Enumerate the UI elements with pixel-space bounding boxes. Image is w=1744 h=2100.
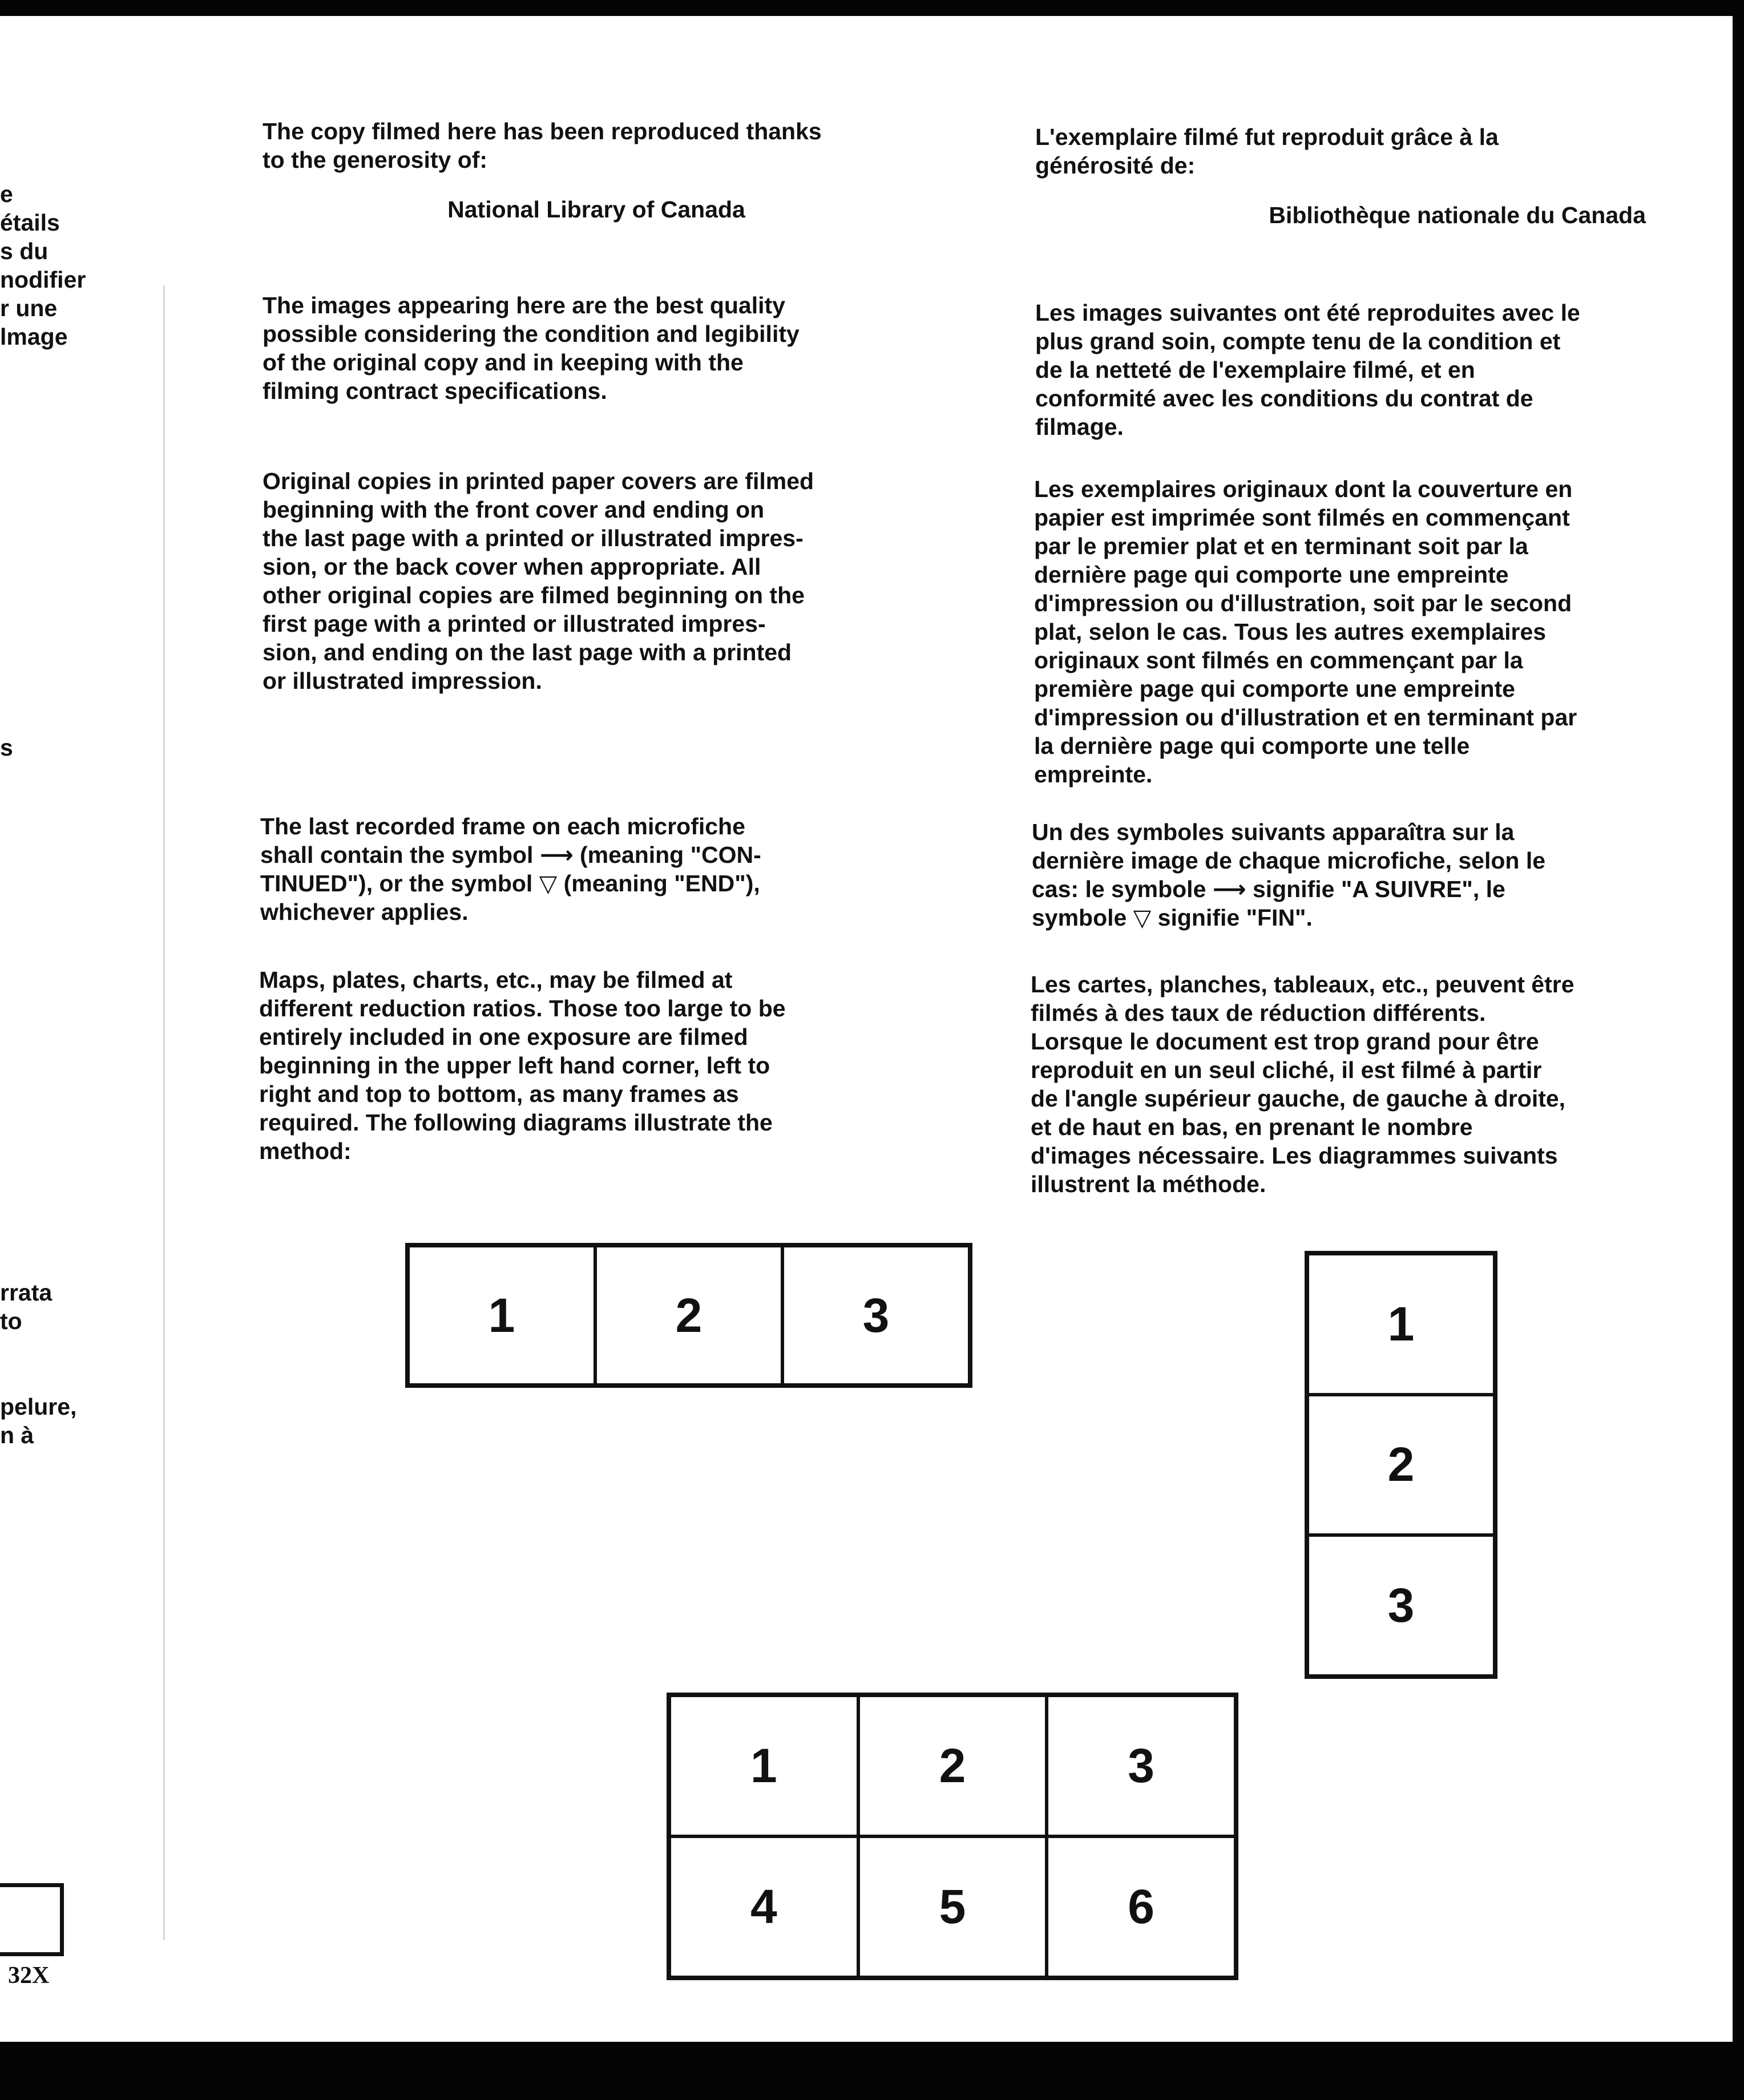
diagram-frame: 1 xyxy=(408,1246,595,1385)
film-edge-top xyxy=(0,0,1744,16)
diagram-vertical xyxy=(1305,1251,1497,1679)
diagram-frame: 1 xyxy=(1307,1254,1495,1395)
english-institution-name: National Library of Canada xyxy=(447,196,745,223)
diagram-frame: 2 xyxy=(858,1695,1047,1836)
reduction-target-box xyxy=(0,1883,64,1956)
diagram-frame: 3 xyxy=(1307,1535,1495,1676)
reduction-ratio-label: 32X xyxy=(8,1962,50,1989)
french-maps-paragraph: Les cartes, planches, tableaux, etc., peuvent être filmés à des taux de réduction différents. Lorsque le document est trop grand pour être reproduit en un seul cliché, il est filmé à partir de l'angle supérieur gauche, de gauche à droite, et de haut en bas, en prenant le nombre d'images nécessaire. Les diagrammes suivants illustrent la méthode. xyxy=(1031,971,1575,1197)
margin-fragment-4: pelure, n à xyxy=(0,1394,77,1448)
diagram-frame: 1 xyxy=(669,1695,858,1836)
diagram-grid xyxy=(667,1693,1238,1980)
diagram-frame: 3 xyxy=(782,1246,970,1385)
french-thanks-paragraph: L'exemplaire filmé fut reproduit grâce à la générosité de: xyxy=(1035,124,1499,179)
english-quality-paragraph: The images appearing here are the best quality possible considering the condition and legibility of the original copy and in keeping with the filming contract specifications. xyxy=(263,292,800,404)
french-covers-paragraph: Les exemplaires originaux dont la couverture en papier est imprimée sont filmés en commençant par le premier plat et en terminant soit par la dernière page qui comporte une empreinte d'impression ou d'illustration, soit par le second plat, selon le cas. Tous les autres exemplaires originaux sont filmés en commençant par la première page qui comporte une empreinte d'impression ou d'illustration et en terminant par la dernière page qui comporte une telle empreinte. xyxy=(1034,476,1577,788)
diagram-frame: 2 xyxy=(1307,1395,1495,1536)
french-institution-name: Bibliothèque nationale du Canada xyxy=(1269,202,1646,228)
margin-fragment-1: e étails s du nodifier r une lmage xyxy=(0,181,86,350)
french-quality-paragraph: Les images suivantes ont été reproduites avec le plus grand soin, compte tenu de la condition et de la netteté de l'exemplaire filmé, et en conformité avec les conditions du contrat de filmage. xyxy=(1035,300,1580,440)
diagram-frame: 4 xyxy=(669,1836,858,1977)
margin-fragment-3: rrata to xyxy=(0,1279,53,1334)
english-covers-paragraph: Original copies in printed paper covers are filmed beginning with the front cover and ending on the last page with a printed or illustrated impres- sion, or the back cover when appropriate. All other original copies are filmed beginning on the first page with a printed or illustrated impres- sion, and ending on the last page with a printed or illustrated impression. xyxy=(263,468,814,694)
diagram-frame: 3 xyxy=(1047,1695,1236,1836)
french-symbol-paragraph: Un des symboles suivants apparaîtra sur la dernière image de chaque microfiche, selon le cas: le symbole ⟶ signifie "A SUIVRE", le symbole ▽ signifie "FIN". xyxy=(1032,819,1546,931)
english-maps-paragraph: Maps, plates, charts, etc., may be filmed at different reduction ratios. Those too large to be entirely included in one exposure are filmed beginning in the upper left hand corner, left to right and top to bottom, as many frames as required. The following diagrams illustrate the method: xyxy=(259,967,786,1164)
diagram-frame: 2 xyxy=(595,1246,782,1385)
diagram-frame: 6 xyxy=(1047,1836,1236,1977)
film-edge-right xyxy=(1733,0,1744,2100)
page-fold-line xyxy=(163,285,165,1940)
english-symbol-paragraph: The last recorded frame on each microfiche shall contain the symbol ⟶ (meaning "CON- TINUED"), or the symbol ▽ (meaning "END"), whichever applies. xyxy=(260,813,761,925)
english-thanks-paragraph: The copy filmed here has been reproduced thanks to the generosity of: xyxy=(263,118,822,173)
film-edge-bottom xyxy=(0,2042,1744,2100)
margin-fragment-2: s xyxy=(0,734,13,761)
diagram-frame: 5 xyxy=(858,1836,1047,1977)
diagram-horizontal xyxy=(405,1243,972,1388)
